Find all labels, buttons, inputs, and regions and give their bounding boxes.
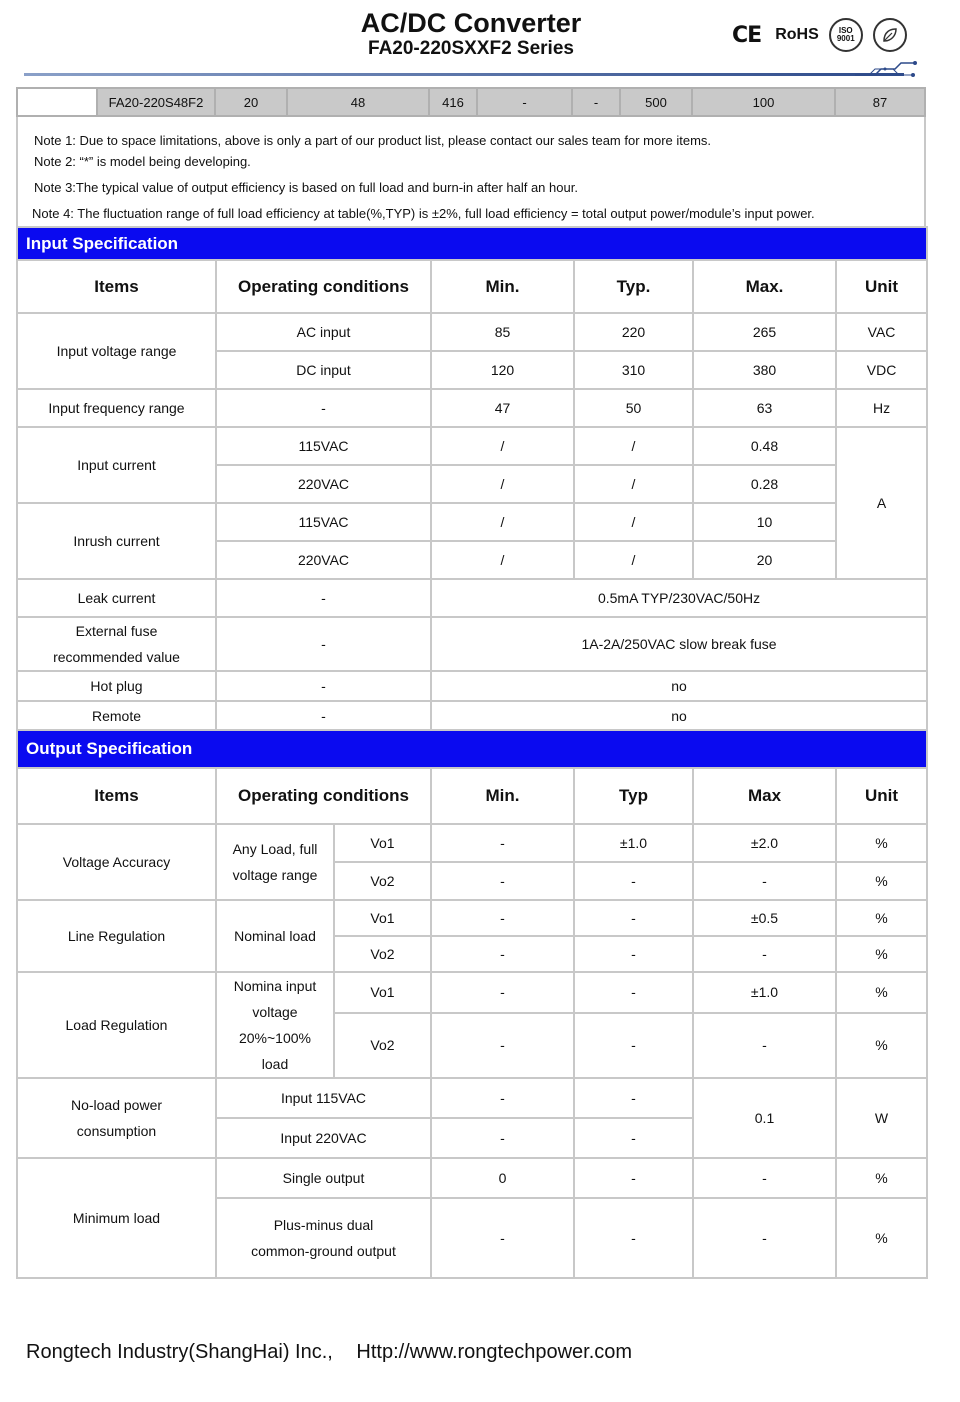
header-rule [24, 73, 904, 76]
table-row: FA20-220S48F2 20 48 416 - - 500 100 87 [17, 88, 925, 116]
table-header-row: Items Operating conditions Min. Typ Max Unit [17, 768, 927, 824]
website-link[interactable]: Http://www.rongtechpower.com [356, 1341, 633, 1363]
table-row: Vo2 - - - % [17, 1013, 927, 1078]
circuit-decoration-icon [855, 58, 921, 78]
eco-leaf-seal-icon [873, 18, 907, 52]
table-row: Vo2 - - - % [17, 936, 927, 972]
output-spec-title: Output Specification [17, 730, 927, 768]
output-spec-table [16, 729, 928, 1279]
table-row: Vo2 - - - % [17, 862, 927, 900]
table-row: Hot plug - no [17, 671, 927, 701]
table-row: No-load power consumption Input 115VAC - - 0.1 W [17, 1078, 927, 1118]
note-1: Note 1: Due to space limitations, above is only a part of our product list, please contact our sales team for more items. [17, 116, 925, 148]
certification-marks [732, 18, 907, 52]
table-row: Input voltage range AC input 85 220 265 VAC [17, 313, 927, 351]
table-row: DC input 120 310 380 VDC [17, 351, 927, 389]
note-4: Note 4: The fluctuation range of full load efficiency at table(%,TYP) is ±2%, full load efficiency = total output power/module’s input power. [17, 200, 925, 228]
table-row: Line Regulation Nominal load Vo1 - - ±0.5 % [17, 900, 927, 936]
page-footer [26, 1341, 650, 1364]
note-3: Note 3:The typical value of output efficiency is based on full load and burn-in after half an hour. [17, 174, 925, 200]
iso-seal-icon: ISO 9001 [829, 18, 863, 52]
table-row: Leak current - 0.5mA TYP/230VAC/50Hz [17, 579, 927, 617]
doc-subtitle: FA20-220SXXF2 Series [368, 38, 574, 59]
table-row: Plus-minus dual common-ground output - - - % [17, 1198, 927, 1278]
table-row: Minimum load Single output 0 - - % [17, 1158, 927, 1198]
table-row: 220VAC / / 20 [17, 541, 927, 579]
company-name: Rongtech Industry(ShangHai) Inc., [26, 1341, 333, 1363]
table-row: Input current 115VAC / / 0.48 A [17, 427, 927, 465]
table-header-row: Items Operating conditions Min. Typ. Max. Unit [17, 260, 927, 313]
ce-mark-icon: CE [732, 22, 762, 48]
table-row: Remote - no [17, 701, 927, 731]
table-row: Inrush current 115VAC / / 10 [17, 503, 927, 541]
table-row: Load Regulation Nomina input voltage 20%~100% load Vo1 - - ±1.0 % [17, 972, 927, 1013]
doc-title: AC/DC Converter [360, 8, 582, 38]
rohs-mark: RoHS [775, 26, 819, 43]
table-row: Voltage Accuracy Any Load, full voltage range Vo1 - ±1.0 ±2.0 % [17, 824, 927, 862]
table-row: Input 220VAC - - [17, 1118, 927, 1158]
table-row: External fuse recommended value - 1A-2A/250VAC slow break fuse [17, 617, 927, 671]
table-row: Input frequency range - 47 50 63 Hz [17, 389, 927, 427]
table-row: 220VAC / / 0.28 [17, 465, 927, 503]
input-spec-table [16, 226, 928, 732]
note-2: Note 2: “*” is model being developing. [17, 148, 925, 174]
model-list-tail [16, 87, 926, 229]
input-spec-title: Input Specification [17, 227, 927, 260]
